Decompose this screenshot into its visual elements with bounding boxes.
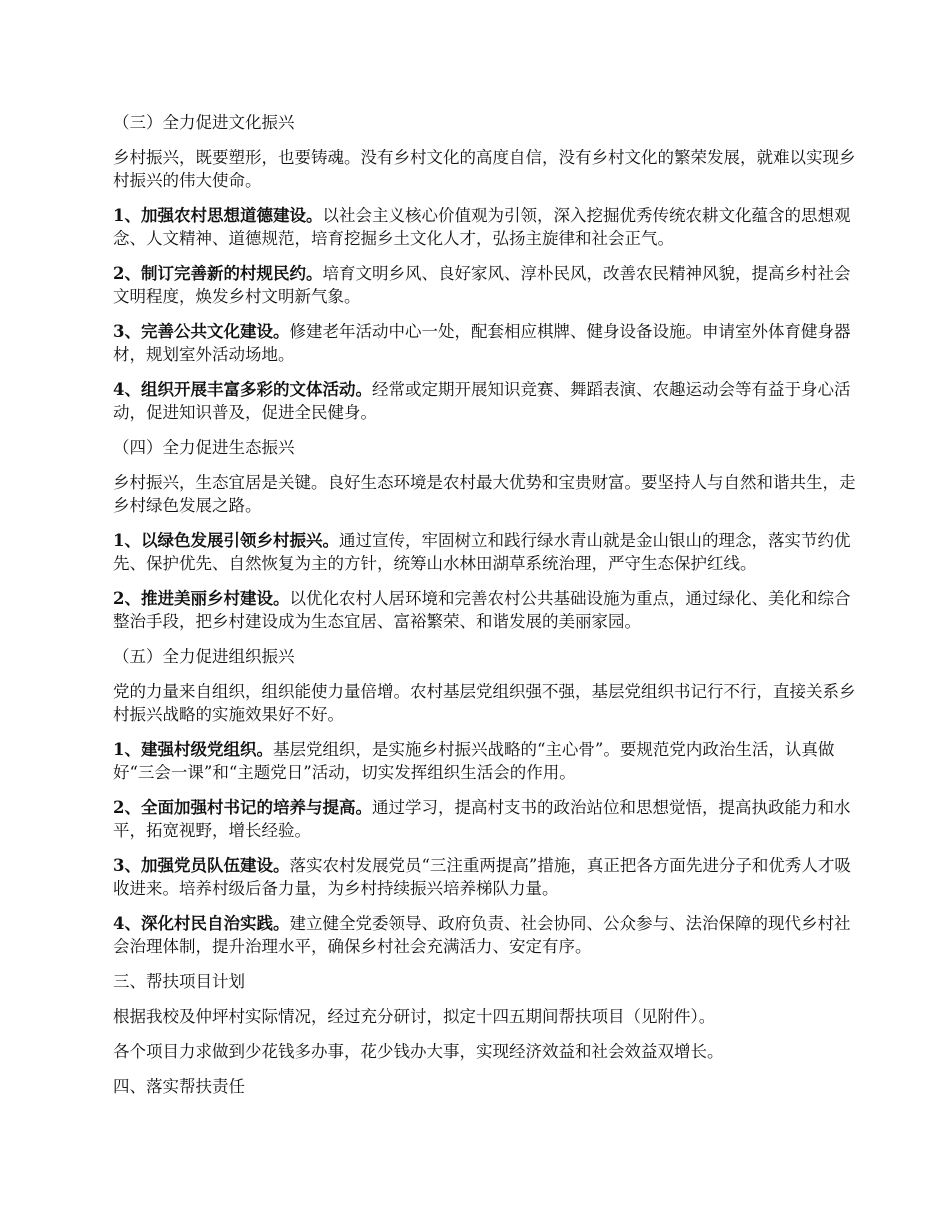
section-heading: [113, 111, 858, 134]
paragraph: [113, 204, 858, 250]
paragraph-lead: 4、深化村民自治实践。: [113, 914, 290, 933]
heading-text: 三、帮扶项目计划: [113, 972, 245, 991]
paragraph: [113, 587, 858, 633]
paragraph: [113, 378, 858, 424]
paragraph: [113, 912, 858, 958]
paragraph: [113, 471, 858, 517]
section-heading: [113, 1075, 858, 1098]
paragraph: [113, 796, 858, 842]
paragraph: [113, 680, 858, 726]
paragraph: [113, 146, 858, 192]
paragraph: [113, 1005, 858, 1028]
paragraph-text: 以优化农村人居环境和完善农村公共基础设施为重点，通过绿化、美化和综合整治手段，把乡村建设成为生态宜居、富裕繁荣、和谐发展的美丽家园。: [113, 589, 851, 631]
document-body: [113, 111, 858, 1110]
paragraph: [113, 320, 858, 366]
paragraph-text: 各个项目力求做到少花钱多办事，花少钱办大事，实现经济效益和社会效益双增长。: [113, 1042, 724, 1061]
paragraph-text: 基层党组织，是实施乡村振兴战略的“主心骨”。要规范党内政治生活，认真做好“三会一课”和“主题党日”活动，切实发挥组织生活会的作用。: [113, 740, 835, 782]
paragraph-lead: 3、完善公共文化建设。: [113, 322, 290, 341]
paragraph-lead: 4、组织开展丰富多彩的文体活动。: [113, 380, 372, 399]
heading-text: （三）全力促进文化振兴: [113, 113, 295, 132]
paragraph-text: 培育文明乡风、良好家风、淳朴民风，改善农民精神风貌，提高乡村社会文明程度，焕发乡村文明新气象。: [113, 264, 851, 306]
paragraph-text: 落实农村发展党员“三注重两提高”措施，真正把各方面先进分子和优秀人才吸收进来。培养村级后备力量，为乡村持续振兴培养梯队力量。: [113, 856, 851, 898]
paragraph-text: 通过学习，提高村支书的政治站位和思想觉悟，提高执政能力和水平，拓宽视野，增长经验。: [113, 798, 851, 840]
paragraph-text: 通过宣传，牢固树立和践行绿水青山就是金山银山的理念，落实节约优先、保护优先、自然恢复为主的方针，统筹山水林田湖草系统治理，严守生态保护红线。: [113, 531, 851, 573]
heading-text: 四、落实帮扶责任: [113, 1077, 245, 1096]
section-heading: [113, 436, 858, 459]
heading-text: （四）全力促进生态振兴: [113, 438, 295, 457]
paragraph-lead: 2、全面加强村书记的培养与提高。: [113, 798, 372, 817]
paragraph-lead: 1、建强村级党组织。: [113, 740, 273, 759]
section-heading: [113, 970, 858, 993]
paragraph: [113, 1040, 858, 1063]
paragraph-text: 以社会主义核心价值观为引领，深入挖掘优秀传统农耕文化蕴含的思想观念、人文精神、道德规范，培育挖掘乡土文化人才，弘扬主旋律和社会正气。: [113, 206, 851, 248]
paragraph: [113, 738, 858, 784]
paragraph-text: 乡村振兴，既要塑形，也要铸魂。没有乡村文化的高度自信，没有乡村文化的繁荣发展，就难以实现乡村振兴的伟大使命。: [113, 148, 856, 190]
paragraph-lead: 1、加强农村思想道德建设。: [113, 206, 323, 225]
paragraph-text: 建立健全党委领导、政府负责、社会协同、公众参与、法治保障的现代乡村社会治理体制，提升治理水平，确保乡村社会充满活力、安定有序。: [113, 914, 851, 956]
section-heading: [113, 645, 858, 668]
paragraph-text: 党的力量来自组织，组织能使力量倍增。农村基层党组织强不强，基层党组织书记行不行，直接关系乡村振兴战略的实施效果好不好。: [113, 682, 856, 724]
paragraph-lead: 2、推进美丽乡村建设。: [113, 589, 290, 608]
paragraph-text: 乡村振兴，生态宜居是关键。良好生态环境是农村最大优势和宝贵财富。要坚持人与自然和谐共生，走乡村绿色发展之路。: [113, 473, 856, 515]
paragraph: [113, 529, 858, 575]
paragraph-text: 根据我校及仲坪村实际情况，经过充分研讨，拟定十四五期间帮扶项目（见附件）。: [113, 1007, 716, 1026]
paragraph-lead: 2、制订完善新的村规民约。: [113, 264, 323, 283]
paragraph-text: 经常或定期开展知识竞赛、舞蹈表演、农趣运动会等有益于身心活动，促进知识普及，促进全民健身。: [113, 380, 851, 422]
paragraph-lead: 3、加强党员队伍建设。: [113, 856, 290, 875]
paragraph-lead: 1、以绿色发展引领乡村振兴。: [113, 531, 339, 550]
paragraph: [113, 854, 858, 900]
paragraph: [113, 262, 858, 308]
paragraph-text: 修建老年活动中心一处，配套相应棋牌、健身设备设施。申请室外体育健身器材，规划室外活动场地。: [113, 322, 851, 364]
heading-text: （五）全力促进组织振兴: [113, 647, 295, 666]
